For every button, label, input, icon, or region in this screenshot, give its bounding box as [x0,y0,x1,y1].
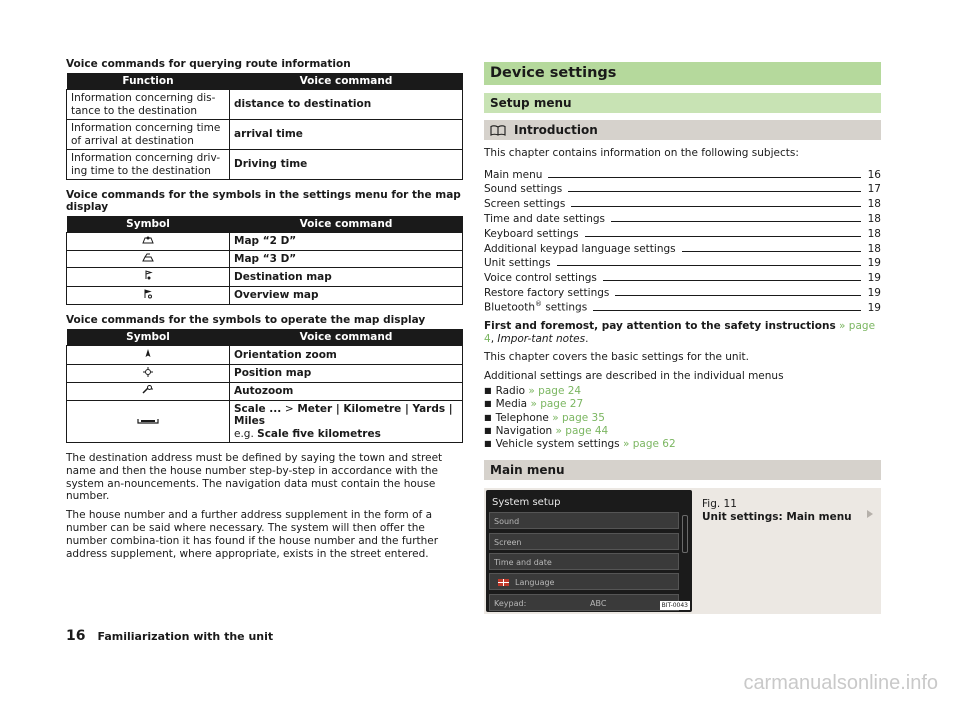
table-row [67,383,463,401]
map-operate-symbols-table [66,329,463,443]
book-icon [490,125,506,136]
page-link[interactable]: » page 44 [552,424,609,437]
basic-settings-text: This chapter covers the basic settings for the unit. [484,351,749,364]
function-cell: Information concerning driv-ing time to the destination [67,150,230,180]
main-menu-heading: Main menu [484,460,881,480]
system-setup-screen [486,490,692,612]
command-cell [230,400,463,443]
section-heading: Setup menu [484,93,881,113]
page-link[interactable]: » page 24 [525,384,582,397]
table-row [67,120,463,150]
menu-item-keypad[interactable]: Keypad: ABC [489,594,679,611]
menu-bullet-list [484,385,881,451]
command-cell: Destination map [230,268,463,287]
list-item: ■ Media » page 27 [484,398,881,411]
scale-icon [137,418,159,424]
footer-section: Familiarization with the unit [97,630,274,643]
command-cell: Overview map [230,286,463,305]
page-link[interactable]: » page 27 [527,398,584,411]
table-row [67,233,463,251]
table-row [67,250,463,268]
table-row [67,400,463,443]
function-cell: Information concerning dis-tance to the destination [67,90,230,120]
uk-flag-icon [498,579,509,586]
toc-entry[interactable]: Restore factory settings 19 [484,286,881,299]
scale-example: Scale five kilometres [257,427,381,440]
intro-text: This chapter contains information on the following subjects: [484,147,799,159]
scale-command-prefix: Scale ... [234,402,285,415]
page-link[interactable]: » page 62 [619,438,676,451]
col-header-command: Voice command [230,216,463,233]
menu-item-screen[interactable]: Screen [489,533,679,550]
list-item: ■ Radio » page 24 [484,385,881,398]
toc-entry[interactable]: Keyboard settings 18 [484,227,881,240]
table-row [67,364,463,383]
scale-command-arrow: > [284,402,294,415]
table2-title: Voice commands for the symbols in the settings menu for the map display [66,189,461,213]
list-item: ■ Telephone » page 35 [484,412,881,425]
table1-title: Voice commands for querying route information [66,58,351,70]
toc-entry[interactable]: Time and date settings 18 [484,212,881,225]
command-cell: Position map [230,364,463,383]
continue-arrow-icon [867,510,873,518]
table-row [67,268,463,287]
body-paragraph: The house number and a further address supplement in the form of a number can be said where necessary. The system will then offer the number combina-tion it has found if the house number and the further address supplement, where appropriate, exists in the street entered. [66,509,439,560]
scale-command-options: Meter | Kilometre | Yards | Miles [234,402,453,427]
toc-entry[interactable]: Voice control settings 19 [484,272,881,285]
figure-caption-text: Unit settings: Main menu [702,511,852,524]
map-2d-icon [142,235,154,244]
right-column [484,62,881,614]
table-row [67,286,463,305]
safety-note: First and foremost, pay attention to the safety instructions » page 4, Impor-tant notes. [484,319,876,345]
table-row [67,346,463,365]
page-number: 16 [66,628,86,644]
map-settings-symbols-table [66,216,463,305]
chapter-heading: Device settings [484,62,881,85]
command-cell: distance to destination [230,90,463,120]
page-link[interactable]: » page 35 [548,411,605,424]
body-paragraph: The destination address must be defined by saying the town and street name and then the house number step-by-step in accordance with the system an-nouncements. The navigation data must contain the house number. [66,452,443,503]
additional-settings-text: Additional settings are described in the individual menus [484,370,784,383]
screen-title: System setup [492,497,561,509]
table-row [67,150,463,180]
command-cell: Map “2 D” [230,233,463,251]
figure-11 [484,488,881,614]
safety-page-link[interactable]: » page 4 [484,319,876,345]
page-footer [66,628,273,644]
list-item: ■ Navigation » page 44 [484,425,881,438]
orientation-icon [144,348,152,358]
command-cell: Map “3 D” [230,250,463,268]
menu-item-time-date[interactable]: Time and date [489,553,679,570]
col-header-command: Voice command [230,329,463,346]
toc-entry[interactable]: Additional keypad language settings 18 [484,242,881,255]
figure-caption [702,498,852,524]
toc-entry[interactable]: Bluetooth® settings 19 [484,300,881,314]
destination-map-icon [143,270,153,280]
table-of-contents [484,166,881,314]
scale-example-prefix: e.g. [234,427,258,440]
introduction-label: Introduction [514,123,598,137]
col-header-symbol: Symbol [67,216,230,233]
menu-item-language[interactable]: Language [489,573,679,590]
autozoom-icon [142,385,154,394]
position-map-icon [143,367,153,377]
overview-map-icon [143,289,153,299]
command-cell: Autozoom [230,383,463,401]
toc-entry[interactable]: Main menu 16 [484,168,881,181]
figure-code: BIT-0043 [661,602,688,610]
introduction-heading [484,120,881,140]
command-cell: arrival time [230,120,463,150]
screen-scrollbar[interactable] [682,515,688,553]
left-column [66,58,463,566]
table-row [67,90,463,120]
col-header-command: Voice command [230,73,463,90]
command-cell: Driving time [230,150,463,180]
menu-item-sound[interactable]: Sound [489,512,679,529]
figure-number: Fig. 11 [702,498,737,511]
col-header-function: Function [67,73,230,90]
list-item: ■ Vehicle system settings » page 62 [484,438,881,451]
route-info-table [66,73,463,180]
toc-entry[interactable]: Screen settings 18 [484,198,881,211]
table3-title: Voice commands for the symbols to operate the map display [66,314,426,326]
command-cell: Orientation zoom [230,346,463,365]
toc-entry[interactable]: Sound settings 17 [484,183,881,196]
watermark: carmanualsonline.info [743,672,938,694]
map-3d-icon [142,253,154,262]
function-cell: Information concerning time of arrival at destination [67,120,230,150]
toc-entry[interactable]: Unit settings 19 [484,257,881,270]
col-header-symbol: Symbol [67,329,230,346]
